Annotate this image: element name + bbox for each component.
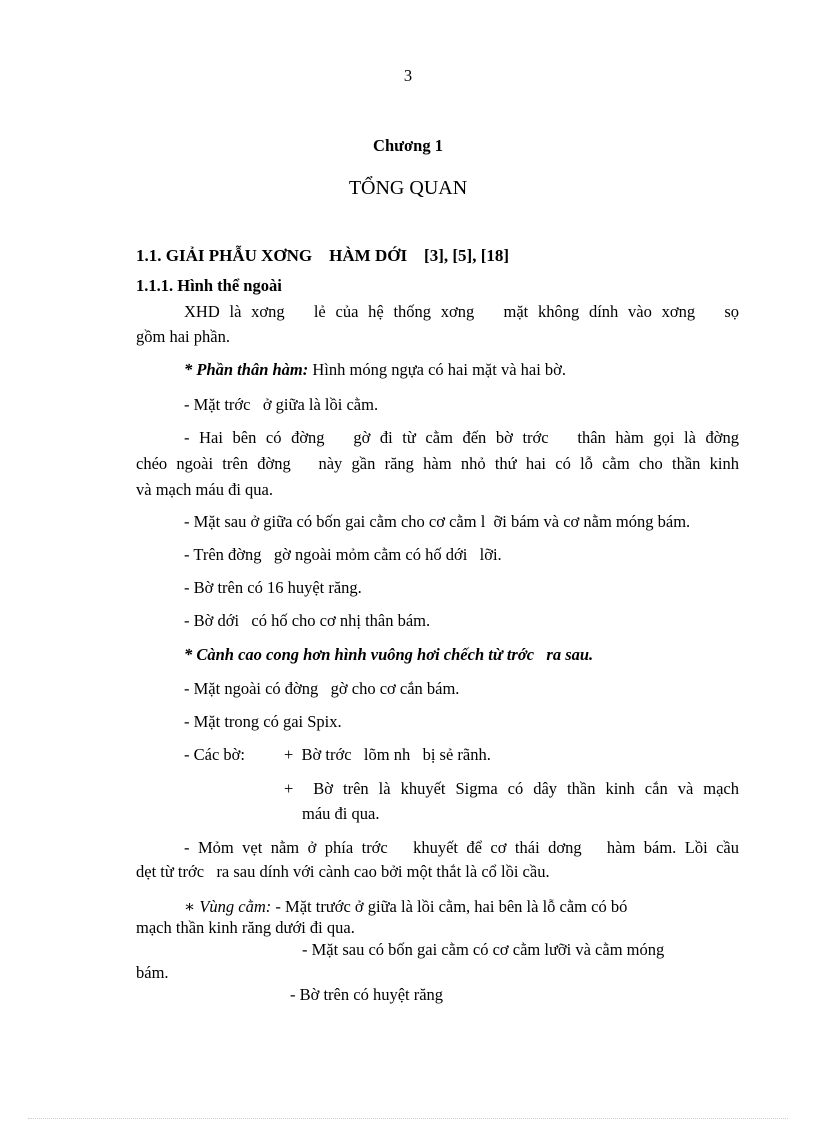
item-mat-sau: - Mặt sau ở giữa có bốn gai cằm cho cơ cằm l ỡi bám và cơ nằm móng bám. bbox=[184, 512, 691, 531]
item-mat-truoc: - Mặt trớc ở giữa là lồi cằm. bbox=[184, 395, 379, 414]
chapter-title: TỔNG QUAN bbox=[348, 177, 468, 199]
item-bo-tren: - Bờ trên có 16 huyệt răng. bbox=[184, 578, 362, 597]
item-tren-duong: - Trên đờng gờ ngoài mỏm cằm có hố dới lỡi. bbox=[184, 545, 502, 564]
than-ham-text: Hình móng ngựa có hai mặt và hai bờ. bbox=[308, 360, 567, 379]
vung-cam-line-3: - Mặt sau có bốn gai cằm có cơ cằm lưỡi và cằm móng bbox=[302, 940, 665, 959]
section-heading-1-1-1: 1.1.1. Hình thể ngoài bbox=[136, 276, 282, 295]
item-hai-ben-line-1: - Hai bên có đờng gờ đi từ cằm đến bờ trớc thân hàm gọi là đờng bbox=[184, 428, 739, 447]
vung-cam-paragraph bbox=[184, 897, 627, 917]
page-number: 3 bbox=[403, 66, 413, 85]
than-ham-heading: * Phần thân hàm: bbox=[184, 360, 309, 379]
item-mat-trong: - Mặt trong có gai Spix. bbox=[184, 712, 342, 731]
intro-line-2: gồm hai phần. bbox=[136, 327, 230, 346]
intro-line-1: XHD là xơng lẻ của hệ thống xơng mặt không dính vào xơng sọ bbox=[184, 302, 739, 321]
item-hai-ben-line-3: và mạch máu đi qua. bbox=[136, 480, 273, 499]
canh-cao-heading: * Cành cao cong hơn hình vuông hơi chếch từ trớc ra sau. bbox=[184, 645, 594, 664]
vung-cam-line-5: - Bờ trên có huyệt răng bbox=[290, 985, 444, 1004]
item-bo-duoi: - Bờ dới có hố cho cơ nhị thân bám. bbox=[184, 611, 431, 630]
item-cac-bo-plus-2a: + Bờ trên là khuyết Sigma có dây thần kinh cắn và mạch bbox=[284, 779, 739, 798]
page-bottom-rule bbox=[28, 1118, 788, 1119]
item-hai-ben-line-2: chéo ngoài trên đờng này gần răng hàm nhỏ thứ hai có lỗ cằm cho thần kinh bbox=[136, 454, 739, 473]
section-heading-1-1: 1.1. GIẢI PHẪU XƠNG HÀM DỚI [3], [5], [18] bbox=[136, 246, 510, 265]
item-mat-ngoai: - Mặt ngoài có đờng gờ cho cơ cắn bám. bbox=[184, 679, 460, 698]
chapter-label: Chương 1 bbox=[373, 136, 443, 155]
item-mom-vet-line-1: - Mỏm vẹt nằm ở phía trớc khuyết để cơ thái dơng hàm bám. Lồi cầu bbox=[184, 838, 739, 857]
item-cac-bo-label: - Các bờ: bbox=[184, 745, 245, 764]
vung-cam-line-2: mạch thần kinh răng dưới đi qua. bbox=[136, 918, 355, 937]
item-cac-bo-plus-1: + Bờ trớc lõm nh bị sẻ rãnh. bbox=[284, 745, 491, 764]
vung-cam-line-1: - Mặt trước ở giữa là lồi cằm, hai bên là lỗ cằm có bó bbox=[271, 897, 628, 916]
vung-cam-line-4: bám. bbox=[136, 963, 169, 982]
vung-cam-heading: ∗ Vùng cằm: bbox=[184, 897, 272, 916]
item-cac-bo-plus-2b: máu đi qua. bbox=[302, 804, 380, 823]
item-mom-vet-line-2: dẹt từ trớc ra sau dính với cành cao bởi một thắt là cổ lồi cầu. bbox=[136, 862, 550, 881]
than-ham-paragraph bbox=[184, 360, 566, 380]
